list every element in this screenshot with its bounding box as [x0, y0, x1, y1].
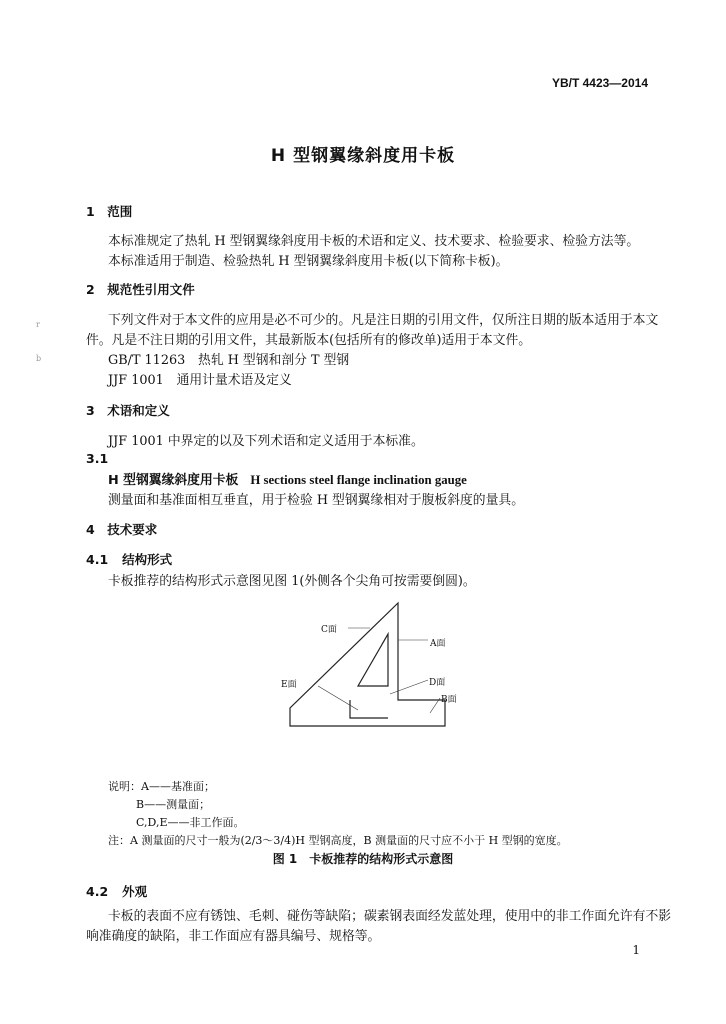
figure-legend-line-2: B——测量面；	[136, 798, 211, 811]
subsection-4-2-heading	[86, 882, 147, 900]
subsection-4-2-para-line-1: 卡板的表面不应有锈蚀、毛刺、碰伤等缺陷；碳素钢表面经发蓝处理，使用中的非工作面允许有不影	[108, 909, 672, 924]
section-3-heading: 3 术语和定义	[86, 403, 170, 418]
label-b-face: B面	[441, 695, 457, 705]
label-a-face: A面	[430, 639, 446, 649]
subsection-4-1-heading	[86, 550, 172, 568]
leader-d	[390, 680, 428, 694]
subsection-4-1-para: 卡板推荐的结构形式示意图见图 1(外侧各个尖角可按需要倒圆)。	[108, 574, 476, 589]
gauge-inner-window	[358, 634, 388, 686]
reference-jjf-1001: JJF 1001 通用计量术语及定义	[108, 373, 292, 388]
standard-number: YB/T 4423—2014	[551, 76, 648, 90]
term-definition: 测量面和基准面相互垂直，用于检验 H 型钢翼缘相对于腹板斜度的量具。	[108, 493, 524, 508]
margin-mark-2: b	[36, 354, 42, 363]
figure-legend-line-1: 说明：A——基准面；	[108, 780, 215, 793]
section-4-heading: 4 技术要求	[86, 522, 158, 537]
page-number: 1	[632, 943, 640, 957]
subsection-4-1-number: 4.1	[86, 552, 109, 567]
margin-mark-1: r	[36, 320, 40, 329]
section-2-heading: 2 规范性引用文件	[86, 282, 195, 297]
gauge-slot-step	[350, 700, 388, 718]
figure-caption: 图 1 卡板推荐的结构形式示意图	[272, 852, 454, 866]
subsection-4-2-title: 外观	[122, 884, 148, 899]
section-2-para-line-1: 下列文件对于本文件的应用是必不可少的。凡是注日期的引用文件，仅所注日期的版本适用于本文	[108, 313, 659, 328]
section-1-heading: 1 范围	[86, 204, 133, 219]
gauge-diagram	[280, 598, 450, 758]
term-chinese: H 型钢翼缘斜度用卡板	[108, 473, 239, 488]
section-1-para-2: 本标准适用于制造、检验热轧 H 型钢翼缘斜度用卡板(以下简称卡板)。	[108, 254, 509, 269]
document-title: H 型钢翼缘斜度用卡板	[270, 146, 456, 166]
figure-note: 注：A 测量面的尺寸一般为(2/3～3/4)H 型钢高度，B 测量面的尺寸应不小于 H 型钢的宽度。	[108, 834, 568, 847]
reference-gb-t-11263: GB/T 11263 热轧 H 型钢和剖分 T 型钢	[108, 353, 350, 368]
figure-legend-line-3: C,D,E——非工作面。	[136, 816, 245, 829]
label-c-face: C面	[321, 625, 337, 635]
subsection-3-1-number: 3.1	[86, 451, 109, 466]
subsection-4-2-para-line-2: 响准确度的缺陷，非工作面应有器具编号、规格等。	[86, 929, 381, 944]
subsection-4-2-number: 4.2	[86, 884, 109, 899]
section-1-para-1: 本标准规定了热轧 H 型钢翼缘斜度用卡板的术语和定义、技术要求、检验要求、检验方法等。	[108, 234, 640, 249]
gauge-outline	[290, 603, 445, 726]
subsection-4-1-title: 结构形式	[122, 552, 173, 567]
term-english: H sections steel flange inclination gauge	[250, 473, 467, 487]
section-2-para-line-2: 件。凡是不注日期的引用文件，其最新版本(包括所有的修改单)适用于本文件。	[86, 333, 532, 348]
label-d-face: D面	[429, 678, 446, 688]
leader-e	[318, 686, 358, 710]
section-3-para: JJF 1001 中界定的以及下列术语和定义适用于本标准。	[108, 434, 424, 449]
term-entry	[108, 469, 467, 488]
label-e-face: E面	[281, 680, 297, 690]
